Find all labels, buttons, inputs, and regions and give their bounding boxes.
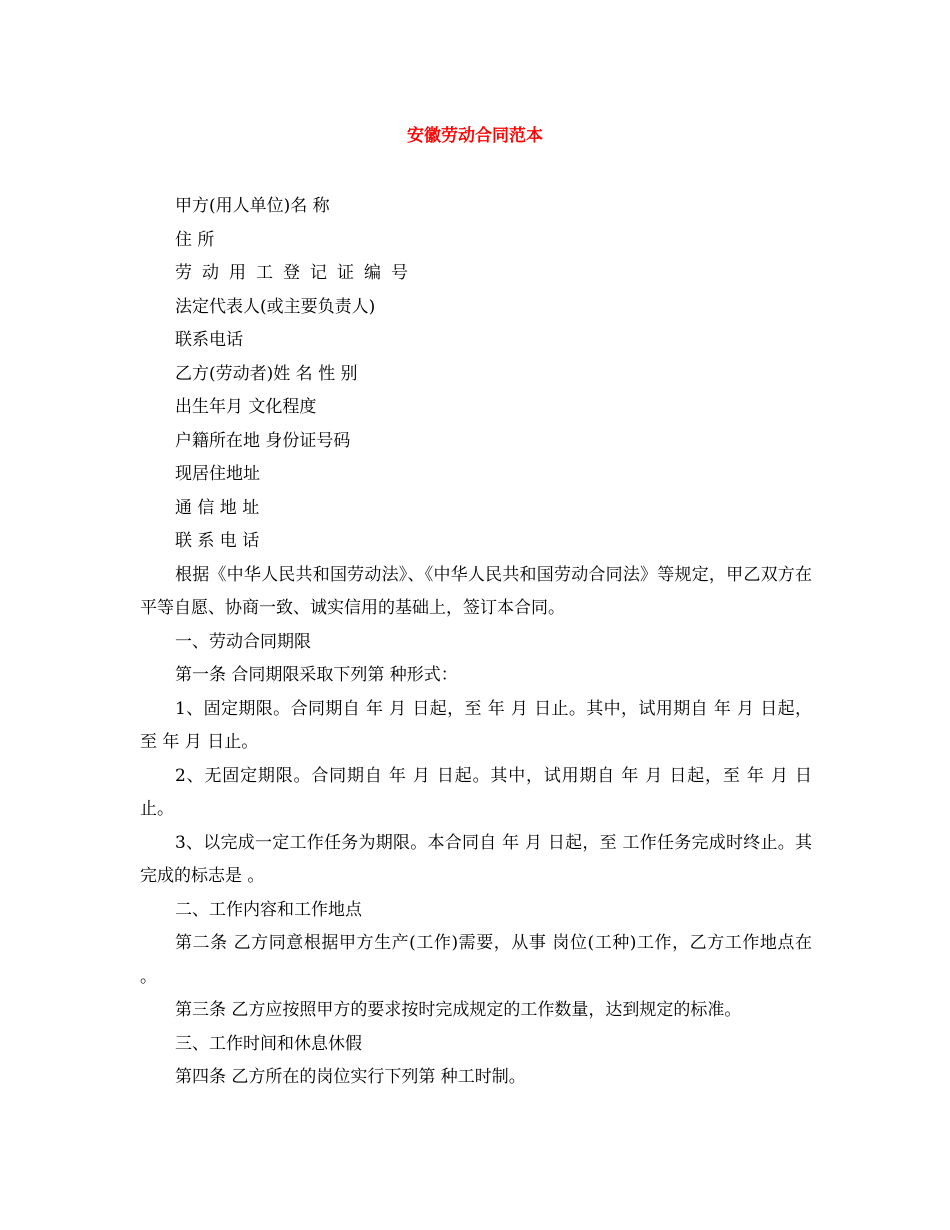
section-heading-term: 一、劳动合同期限	[175, 631, 311, 652]
field-current-address: 现居住地址	[175, 464, 260, 484]
field-employer-phone: 联系电话	[175, 330, 243, 350]
article-1-option-task: 3、以完成一定工作任务为期限。本合同自 年 月 日起，至 工作任务完成时终止。其完成的标志是 。	[140, 832, 812, 886]
document-body	[140, 190, 812, 1095]
article-1-option-fixed: 1、固定期限。合同期自 年 月 日起，至 年 月 日止。其中，试用期自 年 月 日起，至 年 月 日止。	[140, 698, 812, 752]
article-4: 第四条 乙方所在的岗位实行下列第 种工时制。	[175, 1067, 526, 1087]
article-1-option-open: 2、无固定期限。合同期自 年 月 日起。其中，试用期自 年 月 日起，至 年 月 日止。	[140, 765, 812, 819]
field-registration-no: 劳动用工登记证编号	[175, 263, 418, 283]
article-3: 第三条 乙方应按照甲方的要求按时完成规定的工作数量，达到规定的标准。	[175, 1000, 742, 1020]
field-employer-name: 甲方(用人单位)名 称	[175, 196, 330, 216]
document-title: 安徽劳动合同范本	[407, 126, 543, 146]
section-heading-hours: 三、工作时间和休息休假	[175, 1033, 362, 1054]
article-1: 第一条 合同期限采取下列第 种形式：	[175, 665, 458, 685]
section-heading-work: 二、工作内容和工作地点	[175, 899, 362, 920]
intro-paragraph: 根据《中华人民共和国劳动法》、《中华人民共和国劳动合同法》等规定，甲乙双方在平等自愿、协商一致、诚实信用的基础上，签订本合同。	[140, 564, 812, 618]
field-employee-phone: 联 系 电 话	[175, 531, 260, 551]
article-2: 第二条 乙方同意根据甲方生产(工作)需要，从事 岗位(工种)工作，乙方工作地点在 。	[140, 933, 812, 987]
field-address: 住 所	[175, 229, 215, 250]
field-birth-education: 出生年月 文化程度	[175, 397, 317, 417]
field-mailing-address: 通 信 地 址	[175, 497, 260, 518]
field-legal-rep: 法定代表人(或主要负责人)	[175, 296, 376, 317]
field-household-id: 户籍所在地 身份证号码	[175, 430, 351, 451]
field-employee-name-gender: 乙方(劳动者)姓 名 性 别	[175, 363, 358, 384]
